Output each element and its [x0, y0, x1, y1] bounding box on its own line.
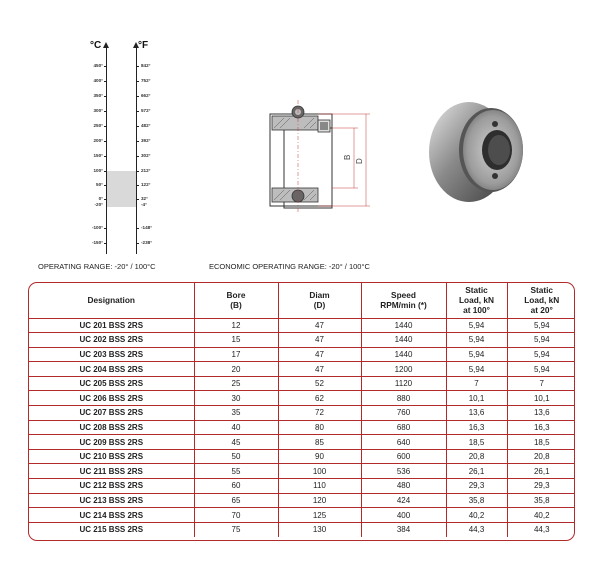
load-20-cell: 35,8 [507, 493, 575, 508]
table-row [29, 522, 575, 537]
table-row [29, 362, 575, 377]
fahrenheit-tick-label: -238° [141, 240, 153, 245]
table-row [29, 435, 575, 450]
load-100-cell: 5,94 [446, 333, 507, 348]
table-row [29, 376, 575, 391]
fahrenheit-tick-label: 662° [141, 93, 151, 98]
load-20-cell: 5,94 [507, 362, 575, 377]
load-20-cell: 40,2 [507, 508, 575, 523]
load-20-cell: 26,1 [507, 464, 575, 479]
designation-cell: UC 215 BSS 2RS [29, 522, 194, 537]
speed-cell: 480 [361, 479, 446, 494]
diam-cell: 47 [278, 333, 361, 348]
bore-cell: 60 [194, 479, 278, 494]
diam-cell: 120 [278, 493, 361, 508]
load-100-cell: 26,1 [446, 464, 507, 479]
speed-cell: 880 [361, 391, 446, 406]
table-row [29, 318, 575, 333]
designation-cell: UC 207 BSS 2RS [29, 406, 194, 421]
celsius-tick-label: -150° [91, 240, 103, 245]
designation-cell: UC 205 BSS 2RS [29, 376, 194, 391]
celsius-tick-label: 100° [93, 168, 103, 173]
bore-cell: 70 [194, 508, 278, 523]
bearing-product-image [425, 90, 535, 208]
load-20-cell: 5,94 [507, 333, 575, 348]
bore-cell: 50 [194, 449, 278, 464]
diam-cell: 62 [278, 391, 361, 406]
scale-tick [60, 181, 180, 189]
load-20-cell: 44,3 [507, 522, 575, 537]
table-row [29, 333, 575, 348]
celsius-tick-label: 250° [93, 123, 103, 128]
celsius-tick-label: -100° [91, 225, 103, 230]
scale-tick [60, 92, 180, 100]
fahrenheit-unit-label: °F [138, 40, 149, 51]
speed-cell: 1440 [361, 318, 446, 333]
load-100-cell: 7 [446, 376, 507, 391]
table-row [29, 508, 575, 523]
speed-cell: 1440 [361, 347, 446, 362]
load-20-cell: 13,6 [507, 406, 575, 421]
speed-cell: 600 [361, 449, 446, 464]
speed-cell: 1120 [361, 376, 446, 391]
table-row [29, 420, 575, 435]
fahrenheit-tick-label: 842° [141, 63, 151, 68]
diam-cell: 100 [278, 464, 361, 479]
diam-cell: 47 [278, 318, 361, 333]
fahrenheit-tick-label: 212° [141, 168, 151, 173]
fahrenheit-tick-label: 122° [141, 182, 151, 187]
scale-tick [60, 239, 180, 247]
bore-cell: 40 [194, 420, 278, 435]
bore-cell: 30 [194, 391, 278, 406]
speed-cell: 760 [361, 406, 446, 421]
designation-cell: UC 213 BSS 2RS [29, 493, 194, 508]
designation-cell: UC 209 BSS 2RS [29, 435, 194, 450]
economic-operating-range-text: ECONOMIC OPERATING RANGE: -20° / 100°C [209, 262, 370, 271]
speed-cell: 680 [361, 420, 446, 435]
designation-cell: UC 211 BSS 2RS [29, 464, 194, 479]
designation-cell: UC 201 BSS 2RS [29, 318, 194, 333]
speed-cell: 1200 [361, 362, 446, 377]
designation-cell: UC 210 BSS 2RS [29, 449, 194, 464]
scale-tick [60, 122, 180, 130]
header-diam: Diam (D) [278, 283, 361, 318]
bearing-section-drawing [258, 98, 388, 216]
designation-cell: UC 206 BSS 2RS [29, 391, 194, 406]
header-designation: Designation [29, 283, 194, 318]
table-row [29, 493, 575, 508]
load-100-cell: 40,2 [446, 508, 507, 523]
celsius-tick-label: 50° [96, 182, 103, 187]
celsius-unit-label: °C [90, 40, 102, 51]
load-20-cell: 5,94 [507, 347, 575, 362]
load-100-cell: 10,1 [446, 391, 507, 406]
speed-cell: 400 [361, 508, 446, 523]
bore-cell: 20 [194, 362, 278, 377]
designation-cell: UC 214 BSS 2RS [29, 508, 194, 523]
diam-cell: 90 [278, 449, 361, 464]
scale-tick [60, 137, 180, 145]
speed-cell: 424 [361, 493, 446, 508]
celsius-tick-label: 200° [93, 138, 103, 143]
bore-cell: 75 [194, 522, 278, 537]
bore-cell: 45 [194, 435, 278, 450]
load-20-cell: 5,94 [507, 318, 575, 333]
load-100-cell: 44,3 [446, 522, 507, 537]
scale-tick [60, 224, 180, 232]
scale-tick [60, 152, 180, 160]
table-row [29, 347, 575, 362]
load-100-cell: 20,8 [446, 449, 507, 464]
celsius-tick-label: 400° [93, 78, 103, 83]
table-row [29, 406, 575, 421]
load-20-cell: 29,3 [507, 479, 575, 494]
diam-cell: 125 [278, 508, 361, 523]
diam-cell: 80 [278, 420, 361, 435]
bore-cell: 12 [194, 318, 278, 333]
load-100-cell: 5,94 [446, 347, 507, 362]
table-row [29, 479, 575, 494]
fahrenheit-tick-label: -148° [141, 225, 153, 230]
fahrenheit-tick-label: -4° [141, 202, 147, 207]
scale-tick [60, 77, 180, 85]
speed-cell: 1440 [361, 333, 446, 348]
header-static-load-100: Static Load, kN at 100° [446, 283, 507, 318]
celsius-tick-label: 0° [98, 196, 103, 201]
celsius-tick-label: -20° [94, 202, 103, 207]
bore-cell: 35 [194, 406, 278, 421]
bore-cell: 17 [194, 347, 278, 362]
fahrenheit-tick-label: 572° [141, 108, 151, 113]
load-100-cell: 5,94 [446, 318, 507, 333]
diam-cell: 52 [278, 376, 361, 391]
celsius-tick-label: 450° [93, 63, 103, 68]
designation-cell: UC 202 BSS 2RS [29, 333, 194, 348]
load-100-cell: 18,5 [446, 435, 507, 450]
bore-cell: 55 [194, 464, 278, 479]
load-20-cell: 7 [507, 376, 575, 391]
load-100-cell: 16,3 [446, 420, 507, 435]
table-row [29, 464, 575, 479]
header-bore: Bore (B) [194, 283, 278, 318]
diam-cell: 47 [278, 362, 361, 377]
celsius-tick-label: 150° [93, 153, 103, 158]
fahrenheit-tick-label: 392° [141, 138, 151, 143]
designation-cell: UC 203 BSS 2RS [29, 347, 194, 362]
table-row [29, 449, 575, 464]
bore-cell: 15 [194, 333, 278, 348]
scale-tick [60, 107, 180, 115]
fahrenheit-tick-label: 32° [141, 196, 148, 201]
scale-tick [60, 201, 180, 209]
diam-cell: 47 [278, 347, 361, 362]
diam-cell: 72 [278, 406, 361, 421]
speed-cell: 536 [361, 464, 446, 479]
load-100-cell: 5,94 [446, 362, 507, 377]
header-speed: Speed RPM/min (*) [361, 283, 446, 318]
diam-cell: 85 [278, 435, 361, 450]
bore-cell: 65 [194, 493, 278, 508]
load-100-cell: 13,6 [446, 406, 507, 421]
load-20-cell: 10,1 [507, 391, 575, 406]
table-row [29, 391, 575, 406]
specification-table [28, 282, 575, 541]
speed-cell: 640 [361, 435, 446, 450]
scale-tick [60, 62, 180, 70]
dimension-b-label: B [343, 154, 352, 160]
diam-cell: 110 [278, 479, 361, 494]
designation-cell: UC 212 BSS 2RS [29, 479, 194, 494]
load-20-cell: 16,3 [507, 420, 575, 435]
load-20-cell: 20,8 [507, 449, 575, 464]
designation-cell: UC 204 BSS 2RS [29, 362, 194, 377]
table-header-row [29, 283, 575, 318]
fahrenheit-tick-label: 752° [141, 78, 151, 83]
header-static-load-20: Static Load, kN at 20° [507, 283, 575, 318]
diam-cell: 130 [278, 522, 361, 537]
temperature-scale [60, 40, 180, 255]
speed-cell: 384 [361, 522, 446, 537]
fahrenheit-tick-label: 302° [141, 153, 151, 158]
dimension-d-label: D [355, 158, 364, 164]
load-100-cell: 35,8 [446, 493, 507, 508]
designation-cell: UC 208 BSS 2RS [29, 420, 194, 435]
celsius-tick-label: 300° [93, 108, 103, 113]
load-100-cell: 29,3 [446, 479, 507, 494]
fahrenheit-tick-label: 482° [141, 123, 151, 128]
load-20-cell: 18,5 [507, 435, 575, 450]
celsius-tick-label: 350° [93, 93, 103, 98]
scale-tick [60, 167, 180, 175]
operating-range-text: OPERATING RANGE: -20° / 100°C [38, 262, 156, 271]
bore-cell: 25 [194, 376, 278, 391]
